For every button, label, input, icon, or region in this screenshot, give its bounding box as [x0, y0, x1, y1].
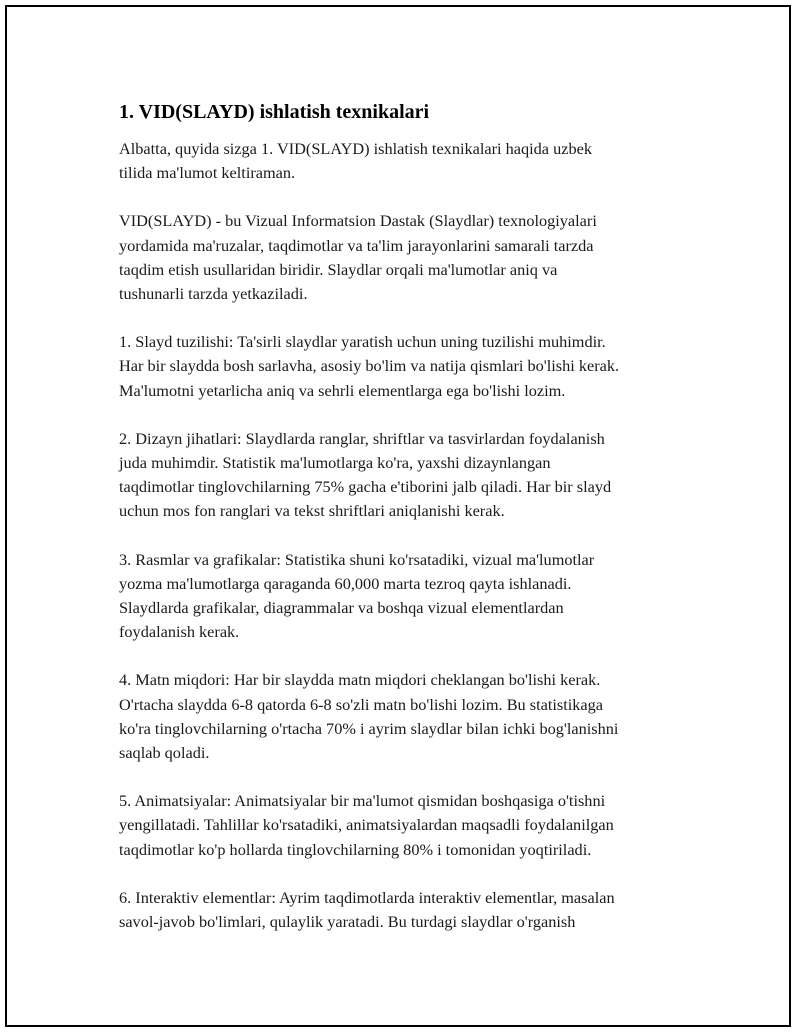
paragraph-line: tilida ma'lumot keltiraman. — [119, 163, 296, 183]
paragraph-images-graphics — [119, 548, 709, 645]
paragraph-line: 4. Matn miqdori: Har bir slaydda matn miqdori cheklangan bo'lishi kerak. — [119, 670, 601, 690]
paragraph-line: taqdimotlar tinglovchilarning 75% gacha e'tiborini jalb qiladi. Har bir slayd — [119, 477, 612, 497]
paragraph-line: 3. Rasmlar va grafikalar: Statistika shuni ko'rsatadiki, vizual ma'lumotlar — [119, 549, 595, 569]
paragraph-line: yordamida ma'ruzalar, taqdimotlar va ta'lim jarayonlarini samarali tarzda — [119, 235, 594, 255]
paragraph-line: savol-javob bo'limlari, qulaylik yaratadi. Bu turdagi slaydlar o'rganish — [119, 912, 576, 932]
paragraph-line: Slaydlarda grafikalar, diagrammalar va boshqa vizual elementlardan — [119, 598, 564, 618]
paragraph-slide-structure — [119, 330, 709, 403]
paragraph-line: juda muhimdir. Statistik ma'lumotlarga ko'ra, yaxshi dizaynlangan — [119, 453, 551, 473]
paragraph-line: Har bir slaydda bosh sarlavha, asosiy bo'lim va natija qismlari bo'lishi kerak. — [119, 356, 620, 376]
paragraph-line: saqlab qoladi. — [119, 743, 210, 763]
paragraph-line: VID(SLAYD) - bu Vizual Informatsion Dastak (Slaydlar) texnologiyalari — [119, 211, 597, 231]
paragraph-design — [119, 427, 709, 524]
paragraph-line: foydalanish kerak. — [119, 622, 240, 642]
paragraph-line: ko'ra tinglovchilarning o'rtacha 70% i ayrim slaydlar bilan ichki bog'lanishni — [119, 718, 619, 738]
paragraph-animations — [119, 789, 709, 862]
paragraph-interactive-elements — [119, 886, 709, 934]
paragraph-definition — [119, 209, 709, 306]
paragraph-text-amount — [119, 668, 709, 765]
paragraph-line: Ma'lumotni yetarlicha aniq va sehrli elementlarga ega bo'lishi lozim. — [119, 380, 566, 400]
document-body — [119, 99, 709, 958]
paragraph-line: 6. Interaktiv elementlar: Ayrim taqdimotlarda interaktiv elementlar, masalan — [119, 887, 615, 907]
paragraph-line: yozma ma'lumotlarga qaraganda 60,000 marta tezroq qayta ishlanadi. — [119, 573, 572, 593]
document-page — [5, 5, 791, 1027]
document-title: 1. VID(SLAYD) ishlatish texnikalari — [119, 101, 430, 123]
paragraph-line: 2. Dizayn jihatlari: Slaydlarda ranglar, shriftlar va tasvirlardan foydalanish — [119, 428, 605, 448]
paragraph-line: tushunarli tarzda yetkaziladi. — [119, 284, 308, 304]
paragraph-line: taqdim etish usullaridan biridir. Slaydlar orqali ma'lumotlar aniq va — [119, 259, 558, 279]
paragraph-line: taqdimotlar ko'p hollarda tinglovchilarning 80% i tomonidan yoqtiriladi. — [119, 839, 592, 859]
paragraph-line: uchun mos fon ranglari va tekst shriftlari aniqlanishi kerak. — [119, 501, 505, 521]
paragraph-intro — [119, 137, 709, 185]
paragraph-line: 1. Slayd tuzilishi: Ta'sirli slaydlar yaratish uchun uning tuzilishi muhimdir. — [119, 332, 606, 352]
paragraph-line: yengillatadi. Tahlillar ko'rsatadiki, animatsiyalardan maqsadli foydalanilgan — [119, 815, 614, 835]
paragraph-line: 5. Animatsiyalar: Animatsiyalar bir ma'lumot qismidan boshqasiga o'tishni — [119, 791, 606, 811]
paragraph-line: Albatta, quyida sizga 1. VID(SLAYD) ishlatish texnikalari haqida uzbek — [119, 139, 592, 158]
paragraph-line: O'rtacha slaydda 6-8 qatorda 6-8 so'zli matn bo'lishi lozim. Bu statistikaga — [119, 694, 604, 714]
